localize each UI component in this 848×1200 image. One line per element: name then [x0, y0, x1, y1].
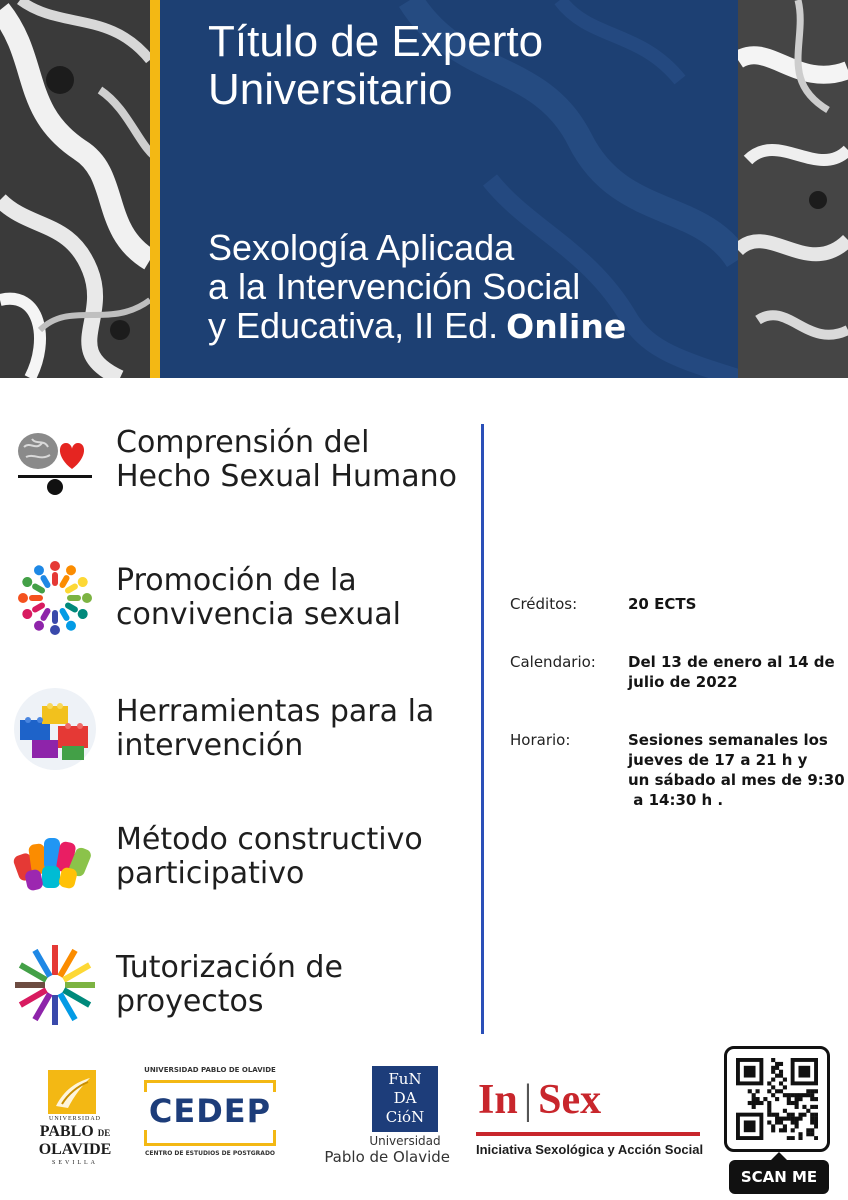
building-blocks-icon: [12, 686, 98, 772]
qr-code-icon[interactable]: [736, 1058, 818, 1140]
feature-line: Hecho Sexual Humano: [116, 459, 457, 494]
insex-tagline: Iniciativa Sexológica y Acción Social: [476, 1142, 704, 1157]
feature-line: Tutorización de: [116, 950, 343, 985]
fundacion-box: [372, 1066, 438, 1132]
upo-name-line-1: [30, 1124, 120, 1141]
info-calendar: [510, 652, 840, 696]
header-banner: [0, 0, 848, 378]
scan-me-label[interactable]: SCAN ME: [729, 1160, 829, 1194]
accent-bar: [150, 0, 160, 378]
feature-text: [116, 564, 401, 632]
insex-wordmark: [478, 1076, 601, 1124]
info-value-line: a 14:30 h .: [628, 791, 724, 809]
info-value-line: 20 ECTS: [628, 595, 697, 613]
fundacion-line-2: Pablo de Olavide: [324, 1148, 450, 1166]
fundacion-box-line: CióN: [385, 1108, 425, 1126]
upo-emblem-icon: [48, 1070, 96, 1114]
program-subtitle-line-2: a la Intervención Social: [208, 266, 581, 307]
info-label: Créditos:: [510, 595, 578, 613]
modality-label: Online: [506, 307, 627, 346]
fundacion-line-1: Universidad: [369, 1134, 441, 1148]
feature-text: [116, 426, 457, 494]
info-value-line: Sesiones semanales los: [628, 731, 828, 749]
insex-underline: [476, 1132, 700, 1136]
feature-text: [116, 695, 434, 763]
info-value-line: un sábado al mes de 9:30: [628, 771, 845, 789]
cedep-top-label: UNIVERSIDAD PABLO DE OLAVIDE: [144, 1066, 276, 1074]
cedep-bottom-label: CENTRO DE ESTUDIOS DE POSTGRADO: [144, 1150, 276, 1157]
qr-code-frame[interactable]: [724, 1046, 830, 1152]
insex-in: In: [478, 1077, 518, 1123]
feature-line: Herramientas para la: [116, 694, 435, 729]
feature-line: Comprensión del: [116, 425, 370, 460]
feature-line: participativo: [116, 856, 305, 891]
feature-line: Método constructivo: [116, 822, 423, 857]
program-subtitle-line-3-wrap: [208, 306, 626, 346]
fundacion-logo: [300, 1066, 450, 1166]
info-value: [628, 594, 843, 614]
column-divider: [481, 424, 484, 1034]
upo-name-1: PABLO: [39, 1123, 94, 1140]
colored-pencils-icon: [12, 942, 98, 1028]
cedep-logo: [140, 1066, 280, 1162]
feature-item: [12, 942, 472, 1028]
info-value: [628, 730, 843, 810]
title-panel: [160, 0, 738, 378]
feature-line: proyectos: [116, 984, 264, 1019]
feature-item: [12, 417, 472, 503]
info-schedule: [510, 730, 845, 814]
fundacion-box-line: FuN: [388, 1070, 422, 1088]
abstract-texture-left: [0, 0, 160, 378]
program-title-line-2: Universitario: [208, 65, 453, 114]
info-label: Horario:: [510, 731, 571, 749]
feature-text: [116, 823, 423, 891]
feature-item: [12, 814, 472, 900]
feature-item: [12, 555, 472, 641]
info-value: [628, 652, 843, 692]
info-credits: [510, 594, 840, 618]
brain-heart-balance-icon: [12, 417, 98, 503]
fundacion-box-line: DA: [393, 1089, 417, 1107]
feature-item: [12, 686, 472, 772]
insex-logo: [476, 1076, 706, 1164]
upo-logo: [30, 1066, 120, 1170]
insex-sex: Sex: [538, 1077, 602, 1123]
upo-city-label: SEVILLA: [52, 1160, 98, 1166]
feature-line: Promoción de la: [116, 563, 357, 598]
info-label: Calendario:: [510, 653, 596, 671]
info-value-line: jueves de 17 a 21 h y: [628, 751, 808, 769]
abstract-texture-right: [738, 0, 848, 378]
colorful-hands-icon: [12, 814, 98, 900]
feature-line: intervención: [116, 728, 304, 763]
upo-name-2: OLAVIDE: [38, 1141, 112, 1158]
program-subtitle: [208, 228, 626, 346]
program-title: [208, 18, 543, 114]
feature-line: convivencia sexual: [116, 597, 401, 632]
program-subtitle-line-3: y Educativa, II Ed.: [208, 305, 499, 346]
program-title-line-1: Título de Experto: [208, 17, 544, 66]
insex-separator: |: [523, 1077, 533, 1123]
feature-text: [116, 951, 343, 1019]
upo-top-label: UNIVERSIDAD: [49, 1116, 101, 1122]
cedep-name: CEDEP: [144, 1092, 276, 1130]
info-value-line: julio de 2022: [628, 673, 738, 691]
info-value-line: Del 13 de enero al 14 de: [628, 653, 835, 671]
people-circle-icon: [12, 555, 98, 641]
program-subtitle-line-1: Sexología Aplicada: [208, 227, 515, 268]
upo-name-de: DE: [97, 1128, 111, 1138]
